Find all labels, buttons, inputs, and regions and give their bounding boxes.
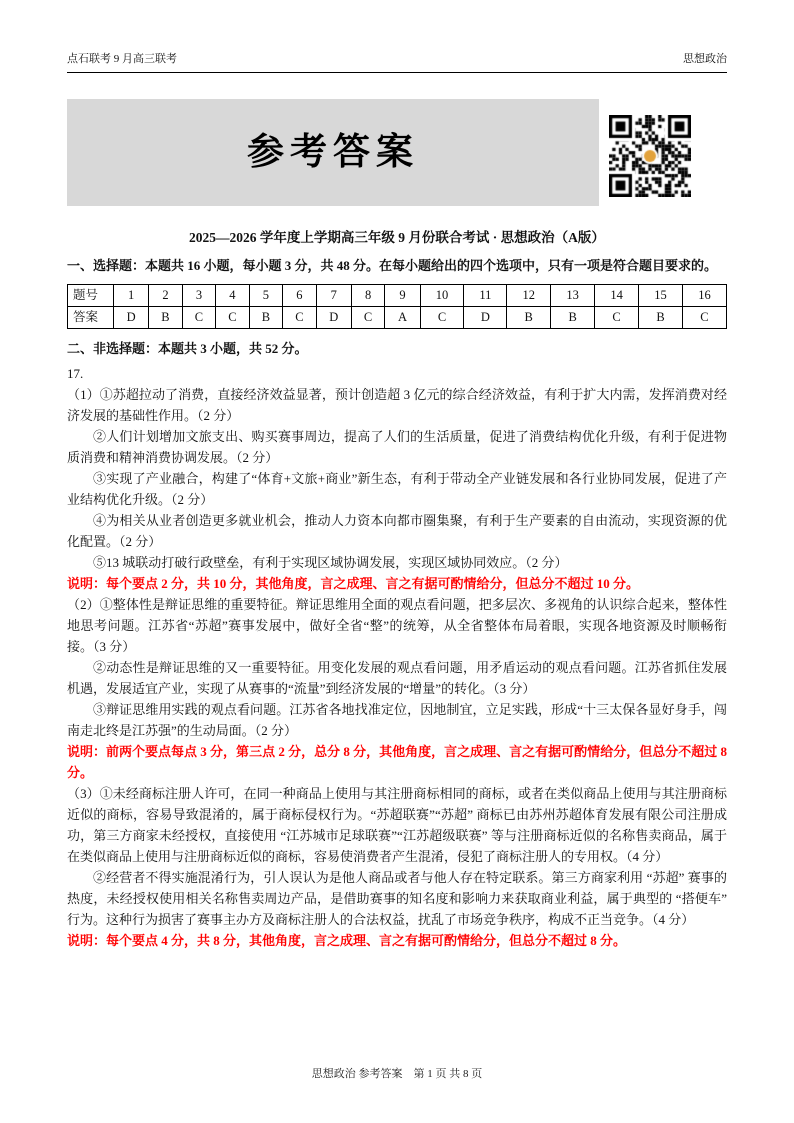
row-label-answer: 答案	[68, 307, 114, 329]
q-number: 11	[464, 285, 507, 307]
q-number: 8	[351, 285, 384, 307]
q-number: 14	[595, 285, 639, 307]
exam-title: 2025—2026 学年度上学期高三年级 9 月份联合考试 · 思想政治（A版）	[189, 230, 605, 245]
row-label-number: 题号	[68, 285, 114, 307]
q-number: 3	[182, 285, 215, 307]
q-answer: B	[507, 307, 551, 329]
q-answer: B	[249, 307, 282, 329]
banner-title: 参考答案	[247, 132, 419, 173]
q-answer: C	[351, 307, 384, 329]
table-row-answers	[68, 307, 727, 329]
q-answer: A	[385, 307, 420, 329]
q-number: 1	[114, 285, 149, 307]
q-answer: C	[216, 307, 249, 329]
answer-paragraph: （2）①整体性是辩证思维的重要特征。辩证思维用全面的观点看问题，把多层次、多视角的认识综合起来，整体性地思考问题。江苏省“苏超”赛事发展中，做好全省“整”的统筹，从全省整体布局着眼，实现各地资源及时顺畅衔接。（3 分）	[67, 597, 727, 654]
q-answer: D	[464, 307, 507, 329]
page-footer: 思想政治 参考答案 第 1 页 共 8 页	[311, 1068, 483, 1080]
answer-banner	[67, 99, 599, 206]
q-answer: D	[316, 307, 351, 329]
q-number: 15	[639, 285, 683, 307]
q-number: 7	[316, 285, 351, 307]
q-answer: C	[420, 307, 464, 329]
answer-paragraph: ②动态性是辩证思维的又一重要特征。用变化发展的观点看问题，用矛盾运动的观点看问题。江苏省抓住发展机遇，发展适宜产业，实现了从赛事的“流量”到经济发展的“增量”的转化。（3 分）	[67, 660, 727, 696]
answer-table	[67, 284, 727, 329]
table-row-numbers	[68, 285, 727, 307]
q-number: 16	[682, 285, 726, 307]
q-number: 10	[420, 285, 464, 307]
banner-row	[67, 99, 727, 206]
q-answer: B	[639, 307, 683, 329]
q-answer: C	[283, 307, 316, 329]
running-header	[67, 52, 727, 73]
running-header-left: 点石联考 9 月高三联考	[67, 53, 177, 65]
q-answer: B	[551, 307, 595, 329]
answer-paragraph: ③辩证思维用实践的观点看问题。江苏省各地找准定位，因地制宜，立足实践，形成“十三太保各显好身手，闯南走北终是江苏强”的生动局面。（2 分）	[67, 702, 727, 738]
section2-heading: 二、非选择题：本题共 3 小题，共 52 分。	[67, 341, 308, 356]
grading-note: 说明：每个要点 2 分，共 10 分，其他角度，言之成理、言之有据可酌情给分，但总分不超过 10 分。	[67, 576, 640, 591]
q-answer: D	[114, 307, 149, 329]
q-number: 13	[551, 285, 595, 307]
running-header-right: 思想政治	[683, 53, 727, 65]
qr-wrap	[609, 99, 691, 197]
q-answer: C	[682, 307, 726, 329]
grading-note: 说明：每个要点 4 分，共 8 分，其他角度，言之成理、言之有据可酌情给分，但总分不超过 8 分。	[67, 933, 627, 948]
q-number: 4	[216, 285, 249, 307]
answer-paragraph: ④为相关从业者创造更多就业机会，推动人力资本向都市圈集聚，有利于生产要素的自由流动，实现资源的优化配置。（2 分）	[67, 513, 727, 549]
q-number: 9	[385, 285, 420, 307]
answer-paragraph: ②经营者不得实施混淆行为，引人误认为是他人商品或者与他人存在特定联系。第三方商家利用 “苏超” 赛事的热度，未经授权使用相关名称售卖周边产品，是借助赛事的知名度和影响力来获取商业利益，属于典型的 “搭便车” 行为。这种行为损害了赛事主办方及商标注册人的合法权益，扰乱了市场竞争秩序，构成不正当竞争。（4 分）	[67, 870, 727, 927]
answer-paragraph: ③实现了产业融合，构建了“体育+文旅+商业”新生态，有利于带动全产业链发展和各行业协同发展，促进了产业结构优化升级。（2 分）	[67, 471, 727, 507]
answer-paragraph: （1）①苏超拉动了消费，直接经济效益显著，预计创造超 3 亿元的综合经济效益，有利于扩大内需，发挥消费对经济发展的基础性作用。（2 分）	[67, 387, 727, 423]
q-number: 2	[149, 285, 182, 307]
question-17-label: 17.	[67, 366, 84, 381]
q-number: 5	[249, 285, 282, 307]
q-answer: C	[595, 307, 639, 329]
qr-code	[609, 115, 691, 197]
q-answer: B	[149, 307, 182, 329]
q-answer: C	[182, 307, 215, 329]
answer-paragraph: （3）①未经商标注册人许可，在同一种商品上使用与其注册商标相同的商标，或者在类似商品上使用与其注册商标近似的商标，容易导致混淆的，属于商标侵权行为。“苏超联赛”“苏超” 商标已由苏州苏超体育发展有限公司注册成功，第三方商家未经授权，直接使用 “江苏城市足球联赛”“江苏超级联赛” 等与注册商标近似的名称售卖商品，属于在类似商品上使用与注册商标近似的商标，容易使消费者产生混淆，侵犯了商标注册人的专用权。（4 分）	[67, 786, 727, 864]
q-number: 6	[283, 285, 316, 307]
answer-paragraph: ②人们计划增加文旅支出、购买赛事周边，提高了人们的生活质量，促进了消费结构优化升级，有利于促进物质消费和精神消费协调发展。（2 分）	[67, 429, 727, 465]
grading-note: 说明：前两个要点每点 3 分，第三点 2 分，总分 8 分，其他角度，言之成理、言之有据可酌情给分，但总分不超过 8 分。	[67, 744, 727, 780]
answer-paragraph: ⑤13 城联动打破行政壁垒，有利于实现区域协调发展，实现区域协同效应。（2 分）	[93, 555, 568, 570]
section1-heading: 一、选择题：本题共 16 小题，每小题 3 分，共 48 分。在每小题给出的四个选项中，只有一项是符合题目要求的。	[67, 258, 718, 273]
q-number: 12	[507, 285, 551, 307]
